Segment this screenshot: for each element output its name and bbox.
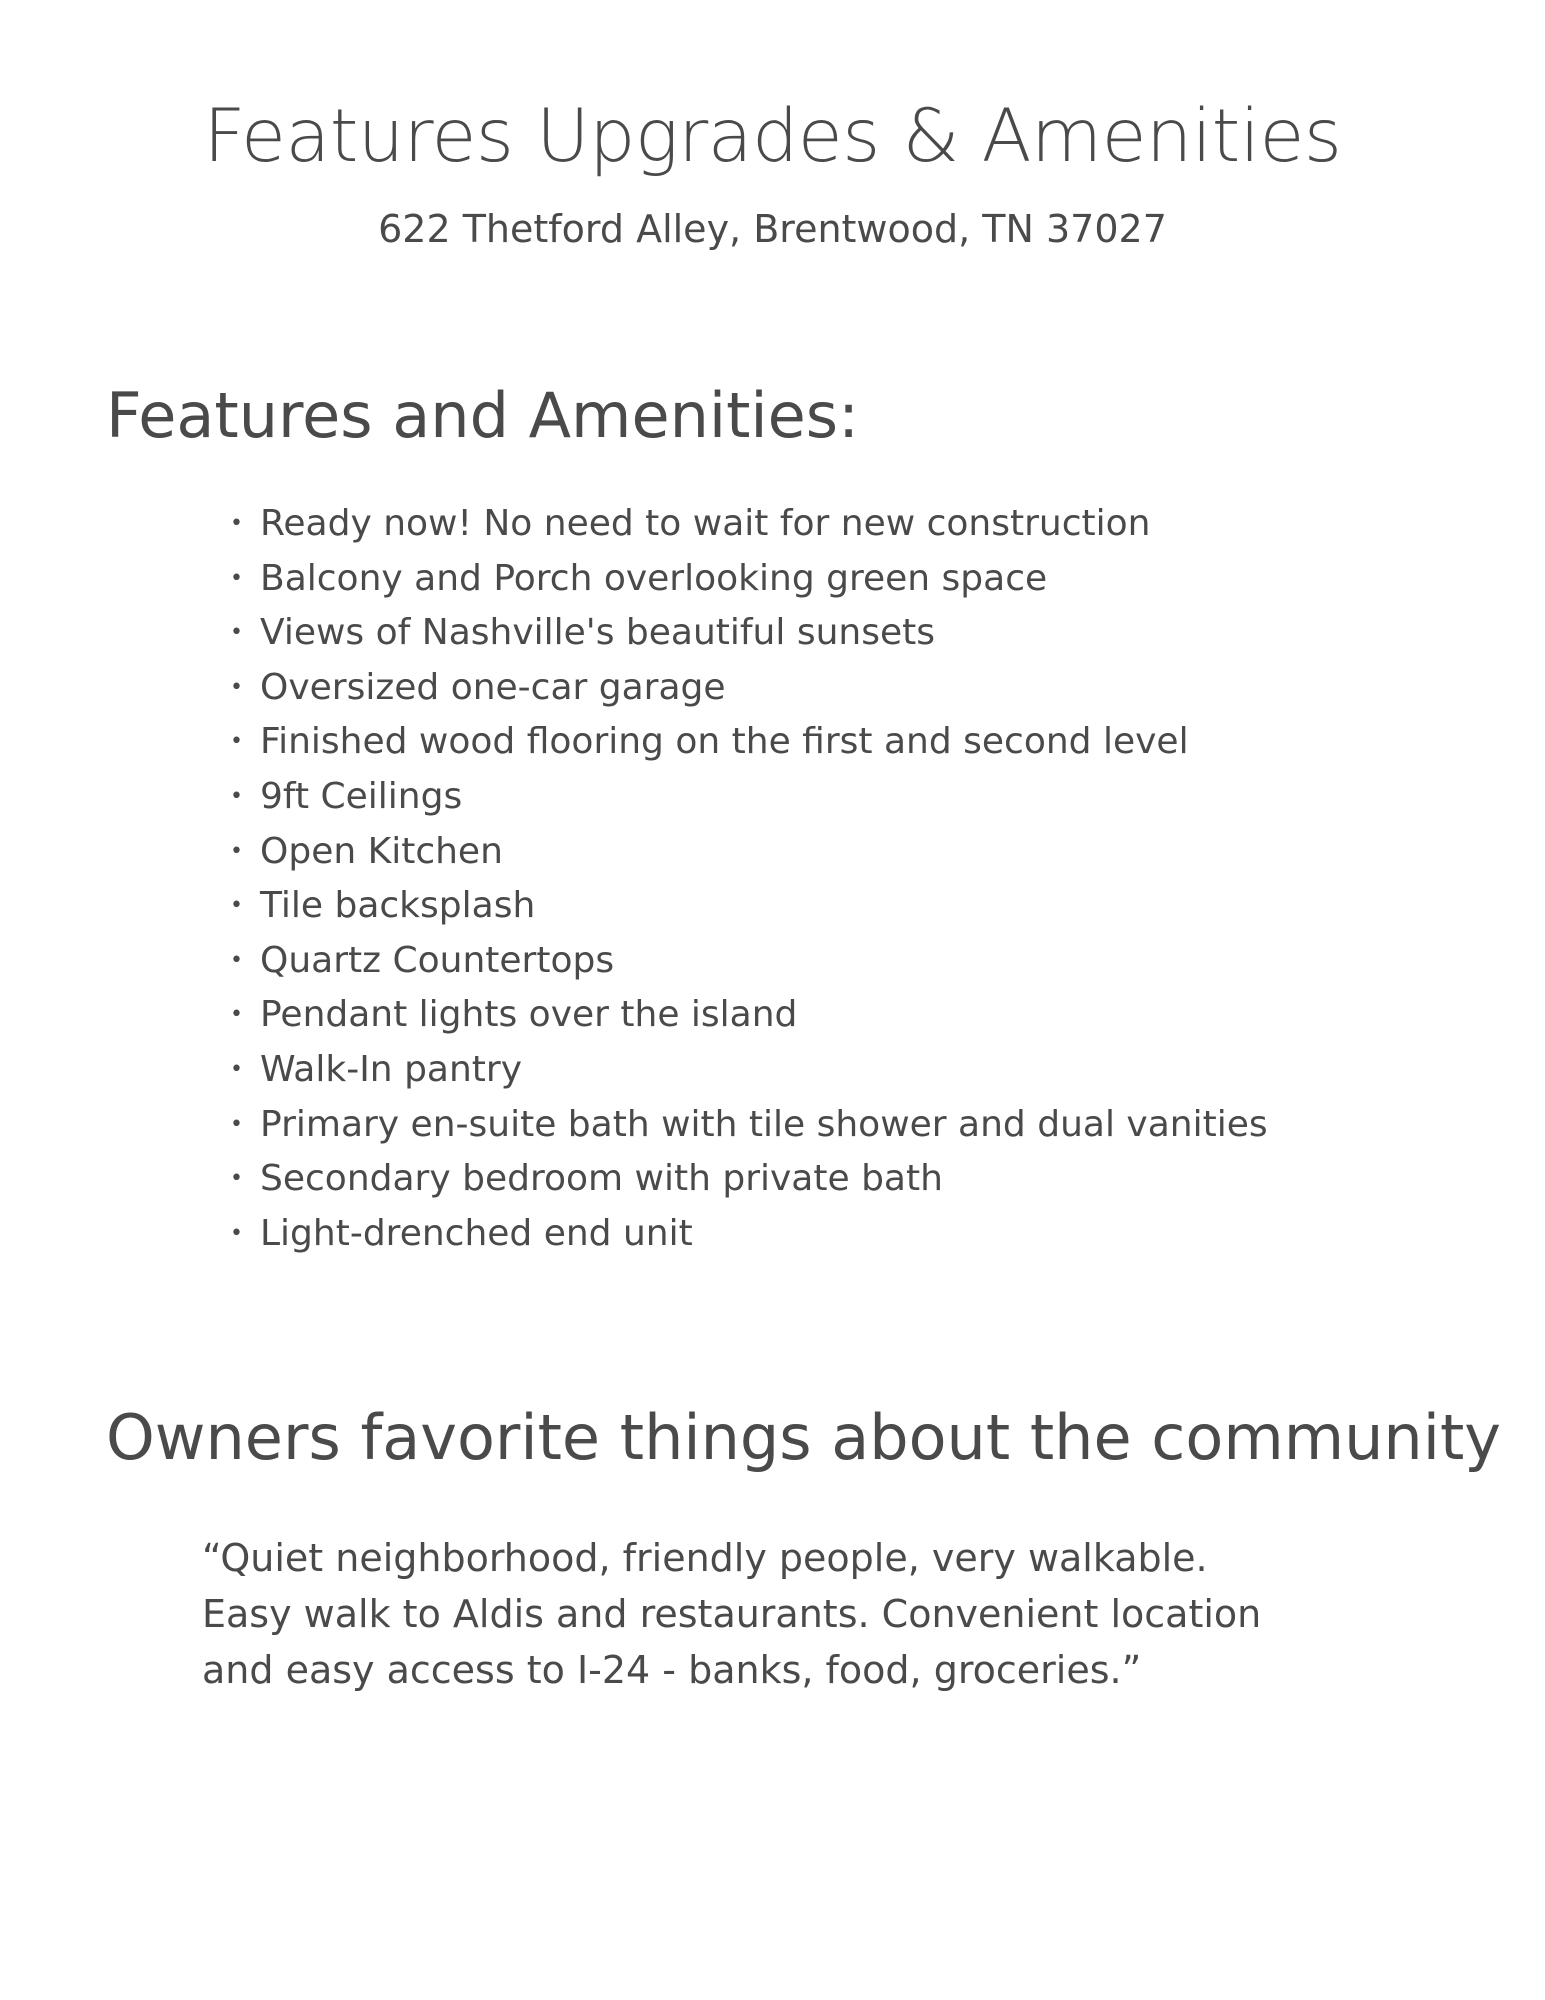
list-item <box>230 497 1268 552</box>
feature-text: 9ft Ceilings <box>260 775 463 817</box>
list-item <box>230 770 1268 825</box>
quote-line: and easy access to I-24 - banks, food, groceries.” <box>202 1648 1142 1692</box>
feature-text: Balcony and Porch overlooking green space <box>260 557 1048 599</box>
feature-text: Finished wood flooring on the first and second level <box>260 721 1189 763</box>
owner-quote <box>202 1530 1302 1698</box>
quote-line: Easy walk to Aldis and restaurants. Convenient location <box>202 1592 1262 1636</box>
bullet-icon: • <box>230 947 243 973</box>
list-item <box>230 715 1268 770</box>
property-address: 622 Thetford Alley, Brentwood, TN 37027 <box>378 207 1167 251</box>
list-item <box>230 934 1268 989</box>
bullet-icon: • <box>230 620 243 646</box>
features-heading: Features and Amenities: <box>106 379 859 452</box>
bullet-icon: • <box>230 783 243 809</box>
bullet-icon: • <box>230 565 243 591</box>
feature-text: Walk-In pantry <box>260 1048 523 1090</box>
bullet-icon: • <box>230 838 243 864</box>
feature-text: Pendant lights over the island <box>260 994 798 1036</box>
bullet-icon: • <box>230 893 243 919</box>
bullet-icon: • <box>230 1056 243 1082</box>
list-item <box>230 1207 1268 1262</box>
list-item <box>230 552 1268 607</box>
bullet-icon: • <box>230 1111 243 1137</box>
list-item <box>230 825 1268 880</box>
list-item <box>230 606 1268 661</box>
feature-text: Secondary bedroom with private bath <box>260 1158 943 1200</box>
feature-text: Light-drenched end unit <box>260 1212 693 1254</box>
feature-text: Tile backsplash <box>260 885 536 927</box>
feature-text: Open Kitchen <box>260 830 503 872</box>
list-item <box>230 1043 1268 1098</box>
page-title: Features Upgrades & Amenities <box>203 94 1342 179</box>
bullet-icon: • <box>230 729 243 755</box>
list-item <box>230 1152 1268 1207</box>
feature-text: Quartz Countertops <box>260 939 615 981</box>
list-item <box>230 879 1268 934</box>
list-item <box>230 661 1268 716</box>
bullet-icon: • <box>230 674 243 700</box>
feature-text: Oversized one-car garage <box>260 666 726 708</box>
quote-line: “Quiet neighborhood, friendly people, very walkable. <box>202 1536 1208 1580</box>
list-item <box>230 988 1268 1043</box>
bullet-icon: • <box>230 1002 243 1028</box>
community-heading: Owners favorite things about the community <box>106 1401 1501 1474</box>
bullet-icon: • <box>230 1166 243 1192</box>
features-list <box>230 497 1268 1261</box>
bullet-icon: • <box>230 511 243 536</box>
feature-text: Ready now! No need to wait for new construction <box>260 503 1151 544</box>
feature-text: Views of Nashville's beautiful sunsets <box>260 612 935 654</box>
list-item <box>230 1098 1268 1153</box>
bullet-icon: • <box>230 1220 243 1246</box>
feature-text: Primary en-suite bath with tile shower and dual vanities <box>260 1103 1268 1145</box>
